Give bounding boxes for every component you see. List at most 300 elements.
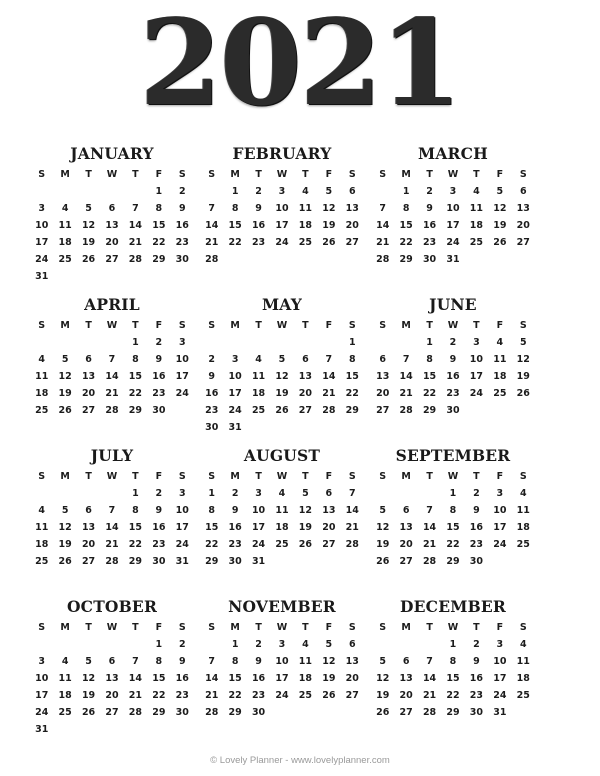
day-number: 28 [422, 556, 437, 567]
day-number: 11 [275, 505, 289, 516]
month-name: MAY [261, 295, 303, 314]
day-number: 25 [516, 539, 530, 550]
day-number: 31 [35, 724, 49, 735]
weekday-label: W [276, 471, 288, 482]
weekday-label: W [106, 622, 118, 633]
day-number: 19 [275, 388, 289, 399]
day-number: 23 [251, 690, 266, 701]
weekday-label: S [519, 320, 527, 331]
day-number: 5 [325, 639, 333, 650]
day-number: 3 [278, 639, 286, 650]
day-number: 5 [379, 505, 387, 516]
day-number: 13 [322, 505, 336, 516]
weekday-label: T [85, 622, 92, 633]
empty-cell [270, 334, 293, 351]
day-number: 24 [446, 237, 460, 248]
day-number: 17 [469, 371, 484, 382]
day-number: 17 [175, 371, 189, 382]
day-number: 11 [516, 505, 530, 516]
day-number: 8 [348, 354, 356, 365]
day-number: 19 [493, 220, 507, 231]
weekday-label: T [255, 471, 262, 482]
day-number: 3 [231, 354, 239, 365]
day-number: 6 [402, 656, 410, 667]
day-number: 3 [278, 186, 286, 197]
day-number: 20 [345, 220, 359, 231]
day-number: 18 [298, 220, 313, 231]
empty-cell [77, 485, 100, 502]
day-number: 30 [446, 405, 460, 416]
day-number: 17 [251, 522, 266, 533]
day-grid [371, 334, 535, 419]
day-grid [30, 183, 194, 285]
day-number: 19 [298, 522, 313, 533]
day-number: 14 [399, 371, 413, 382]
weekday-label: T [426, 169, 433, 180]
day-number: 29 [152, 254, 166, 265]
day-number: 4 [61, 656, 69, 667]
day-number: 3 [178, 337, 186, 348]
day-number: 25 [298, 690, 313, 701]
day-number: 11 [469, 203, 484, 214]
day-number: 10 [469, 354, 484, 365]
day-number: 2 [449, 337, 457, 348]
weekday-header [30, 166, 194, 183]
day-number: 18 [58, 237, 72, 248]
day-number: 19 [376, 690, 390, 701]
day-number: 2 [255, 639, 262, 650]
day-number: 16 [446, 371, 460, 382]
weekday-label: W [276, 320, 288, 331]
day-number: 6 [325, 488, 333, 499]
day-number: 14 [422, 673, 437, 684]
month-name: JULY [90, 446, 134, 465]
day-number: 23 [175, 690, 189, 701]
weekday-label: T [302, 622, 309, 633]
weekday-label: S [208, 622, 216, 633]
day-number: 13 [105, 673, 119, 684]
weekday-label: T [302, 471, 309, 482]
weekday-label: S [38, 169, 46, 180]
day-number: 14 [422, 522, 437, 533]
weekday-header [200, 166, 364, 183]
day-number: 28 [128, 254, 143, 265]
weekday-label: S [38, 320, 46, 331]
day-number: 27 [298, 405, 313, 416]
day-number: 14 [128, 673, 143, 684]
weekday-label: T [85, 320, 92, 331]
weekday-header [30, 619, 194, 636]
day-number: 29 [446, 556, 460, 567]
day-grid [371, 485, 535, 570]
day-number: 27 [345, 237, 359, 248]
day-number: 17 [175, 522, 189, 533]
day-number: 11 [298, 656, 313, 667]
day-grid [30, 636, 194, 738]
day-number: 22 [228, 690, 242, 701]
day-number: 11 [516, 656, 530, 667]
empty-cell [100, 636, 123, 653]
day-number: 14 [345, 505, 359, 516]
day-number: 26 [275, 405, 289, 416]
day-number: 6 [85, 354, 92, 365]
month-name: MARCH [417, 144, 489, 163]
day-number: 18 [516, 673, 530, 684]
weekday-header [30, 317, 194, 334]
weekday-label: T [473, 622, 480, 633]
day-number: 12 [493, 203, 507, 214]
day-number: 25 [298, 237, 313, 248]
day-number: 11 [493, 354, 507, 365]
day-number: 25 [35, 405, 49, 416]
day-number: 29 [205, 556, 219, 567]
day-number: 12 [516, 354, 530, 365]
empty-cell [371, 334, 394, 351]
weekday-label: F [325, 471, 333, 482]
day-number: 22 [128, 388, 143, 399]
day-number: 5 [519, 337, 527, 348]
day-number: 1 [231, 639, 239, 650]
day-number: 10 [35, 673, 49, 684]
day-number: 5 [379, 656, 387, 667]
day-number: 3 [38, 656, 46, 667]
day-number: 30 [152, 405, 166, 416]
weekday-label: F [155, 169, 163, 180]
month-may [200, 295, 364, 436]
day-number: 24 [35, 707, 49, 718]
day-number: 4 [473, 186, 480, 197]
weekday-label: T [132, 471, 139, 482]
weekday-label: T [85, 169, 92, 180]
day-number: 6 [402, 505, 410, 516]
weekday-label: W [447, 169, 459, 180]
weekday-label: T [473, 169, 480, 180]
day-number: 30 [469, 707, 484, 718]
day-number: 23 [228, 539, 242, 550]
weekday-header [371, 317, 535, 334]
day-number: 24 [275, 237, 289, 248]
day-number: 26 [298, 539, 313, 550]
day-number: 30 [175, 707, 189, 718]
month-name: DECEMBER [400, 597, 506, 616]
day-grid [200, 183, 364, 268]
month-march [371, 144, 535, 268]
weekday-label: M [401, 471, 411, 482]
day-number: 19 [376, 539, 390, 550]
weekday-label: T [132, 622, 139, 633]
month-name: AUGUST [243, 446, 321, 465]
day-number: 16 [228, 522, 242, 533]
day-number: 20 [399, 539, 413, 550]
weekday-header [200, 619, 364, 636]
weekday-label: M [60, 169, 70, 180]
day-number: 16 [469, 522, 484, 533]
day-number: 30 [422, 254, 437, 265]
day-grid [30, 485, 194, 570]
day-number: 29 [399, 254, 413, 265]
day-number: 17 [35, 690, 49, 701]
empty-cell [200, 636, 223, 653]
day-number: 17 [493, 673, 507, 684]
day-number: 16 [152, 522, 166, 533]
weekday-label: M [230, 320, 240, 331]
month-february [200, 144, 364, 268]
day-number: 30 [175, 254, 189, 265]
weekday-label: S [178, 320, 186, 331]
day-number: 28 [205, 707, 219, 718]
day-number: 28 [205, 254, 219, 265]
day-number: 7 [108, 505, 116, 516]
month-june [371, 295, 535, 419]
day-number: 2 [255, 186, 262, 197]
day-number: 23 [469, 539, 484, 550]
day-number: 27 [516, 237, 530, 248]
day-grid [200, 636, 364, 721]
day-number: 20 [399, 690, 413, 701]
day-number: 22 [228, 237, 242, 248]
day-number: 24 [493, 539, 507, 550]
weekday-label: S [38, 622, 46, 633]
day-number: 3 [38, 203, 46, 214]
day-number: 2 [473, 639, 480, 650]
day-number: 22 [446, 690, 460, 701]
day-number: 24 [175, 539, 189, 550]
day-number: 15 [128, 371, 143, 382]
day-number: 4 [302, 186, 309, 197]
weekday-label: M [60, 471, 70, 482]
day-number: 12 [275, 371, 289, 382]
day-number: 7 [426, 656, 433, 667]
day-number: 13 [399, 673, 413, 684]
empty-cell [394, 485, 417, 502]
day-number: 15 [345, 371, 359, 382]
empty-cell [200, 183, 223, 200]
day-number: 13 [81, 371, 96, 382]
weekday-label: F [325, 622, 333, 633]
day-number: 18 [35, 539, 49, 550]
day-number: 3 [496, 488, 504, 499]
day-number: 25 [275, 539, 289, 550]
weekday-label: S [379, 471, 387, 482]
day-number: 14 [376, 220, 390, 231]
day-number: 24 [175, 388, 189, 399]
day-number: 25 [493, 388, 507, 399]
year-title: 2021 [139, 0, 461, 132]
weekday-label: W [447, 320, 459, 331]
day-number: 9 [473, 656, 480, 667]
day-number: 12 [58, 371, 72, 382]
day-number: 6 [108, 203, 116, 214]
day-number: 9 [426, 203, 433, 214]
day-number: 21 [345, 522, 359, 533]
day-number: 20 [81, 388, 96, 399]
day-number: 31 [228, 422, 242, 433]
day-number: 19 [81, 237, 96, 248]
day-number: 26 [493, 237, 507, 248]
day-number: 26 [81, 707, 96, 718]
day-number: 27 [345, 690, 359, 701]
day-number: 26 [322, 237, 336, 248]
day-number: 21 [205, 237, 219, 248]
empty-cell [124, 636, 147, 653]
day-number: 23 [152, 388, 166, 399]
day-number: 1 [426, 337, 433, 348]
day-number: 11 [58, 220, 72, 231]
day-number: 28 [345, 539, 359, 550]
empty-cell [124, 183, 147, 200]
weekday-label: F [496, 622, 504, 633]
day-grid [371, 636, 535, 721]
day-number: 19 [322, 220, 336, 231]
day-number: 6 [348, 186, 356, 197]
day-number: 2 [473, 488, 480, 499]
weekday-label: M [60, 622, 70, 633]
day-number: 16 [175, 220, 189, 231]
day-number: 20 [81, 539, 96, 550]
day-number: 2 [178, 639, 186, 650]
day-number: 9 [178, 203, 186, 214]
day-number: 22 [399, 237, 413, 248]
day-number: 19 [58, 539, 72, 550]
day-number: 27 [81, 405, 96, 416]
day-number: 7 [325, 354, 333, 365]
day-number: 26 [58, 556, 72, 567]
day-number: 13 [399, 522, 413, 533]
day-number: 28 [105, 405, 119, 416]
month-january [30, 144, 194, 285]
day-number: 28 [399, 405, 413, 416]
day-number: 7 [348, 488, 356, 499]
day-number: 5 [325, 186, 333, 197]
month-july [30, 446, 194, 570]
day-number: 15 [152, 220, 166, 231]
day-number: 3 [496, 639, 504, 650]
day-number: 3 [449, 186, 457, 197]
empty-cell [53, 334, 76, 351]
day-number: 15 [228, 673, 242, 684]
empty-cell [371, 636, 394, 653]
day-number: 4 [61, 203, 69, 214]
day-number: 29 [128, 556, 143, 567]
day-number: 30 [228, 556, 242, 567]
weekday-label: S [208, 471, 216, 482]
day-number: 15 [228, 220, 242, 231]
day-number: 31 [446, 254, 460, 265]
day-number: 15 [446, 673, 460, 684]
empty-cell [418, 485, 441, 502]
day-number: 20 [516, 220, 530, 231]
day-number: 7 [208, 656, 216, 667]
day-number: 8 [426, 354, 433, 365]
day-number: 10 [275, 656, 289, 667]
day-number: 12 [298, 505, 313, 516]
weekday-label: T [302, 169, 309, 180]
weekday-label: S [208, 320, 216, 331]
day-number: 13 [345, 656, 359, 667]
empty-cell [294, 334, 317, 351]
day-number: 27 [376, 405, 390, 416]
month-name: OCTOBER [66, 597, 158, 616]
day-number: 31 [251, 556, 266, 567]
weekday-label: S [178, 622, 186, 633]
day-number: 8 [231, 656, 239, 667]
day-number: 1 [132, 337, 139, 348]
empty-cell [371, 183, 394, 200]
day-number: 1 [208, 488, 216, 499]
day-number: 30 [152, 556, 166, 567]
day-number: 13 [81, 522, 96, 533]
day-number: 9 [155, 354, 163, 365]
weekday-label: T [426, 471, 433, 482]
empty-cell [77, 636, 100, 653]
day-number: 29 [422, 405, 437, 416]
day-grid [200, 334, 364, 436]
day-number: 2 [208, 354, 216, 365]
empty-cell [30, 183, 53, 200]
day-number: 31 [35, 271, 49, 282]
day-number: 23 [446, 388, 460, 399]
day-number: 2 [178, 186, 186, 197]
day-number: 9 [178, 656, 186, 667]
day-number: 25 [469, 237, 484, 248]
day-number: 15 [128, 522, 143, 533]
day-number: 22 [152, 237, 166, 248]
empty-cell [53, 636, 76, 653]
day-number: 18 [275, 522, 289, 533]
empty-cell [100, 485, 123, 502]
day-number: 28 [105, 556, 119, 567]
weekday-label: S [519, 169, 527, 180]
day-number: 25 [58, 707, 72, 718]
day-number: 29 [446, 707, 460, 718]
day-number: 27 [105, 707, 119, 718]
weekday-label: T [426, 622, 433, 633]
day-number: 21 [105, 388, 119, 399]
day-number: 20 [322, 522, 336, 533]
day-number: 13 [298, 371, 313, 382]
weekday-label: W [276, 622, 288, 633]
weekday-label: T [255, 169, 262, 180]
day-number: 7 [426, 505, 433, 516]
day-number: 9 [255, 203, 262, 214]
weekday-label: S [178, 169, 186, 180]
weekday-label: T [132, 320, 139, 331]
day-number: 12 [81, 673, 96, 684]
weekday-label: S [348, 622, 356, 633]
day-number: 1 [348, 337, 356, 348]
weekday-label: F [155, 471, 163, 482]
day-number: 13 [516, 203, 530, 214]
day-number: 13 [345, 203, 359, 214]
day-number: 15 [422, 371, 437, 382]
day-number: 23 [422, 237, 437, 248]
day-number: 15 [446, 522, 460, 533]
day-number: 2 [231, 488, 239, 499]
day-number: 3 [473, 337, 480, 348]
day-number: 16 [251, 220, 266, 231]
day-number: 4 [519, 639, 527, 650]
weekday-label: F [325, 320, 333, 331]
day-number: 24 [469, 388, 484, 399]
month-name: NOVEMBER [228, 597, 336, 616]
weekday-label: M [230, 169, 240, 180]
day-number: 7 [132, 656, 139, 667]
empty-cell [223, 334, 246, 351]
day-number: 4 [519, 488, 527, 499]
month-name: SEPTEMBER [395, 446, 511, 465]
day-number: 27 [399, 707, 413, 718]
day-number: 11 [58, 673, 72, 684]
